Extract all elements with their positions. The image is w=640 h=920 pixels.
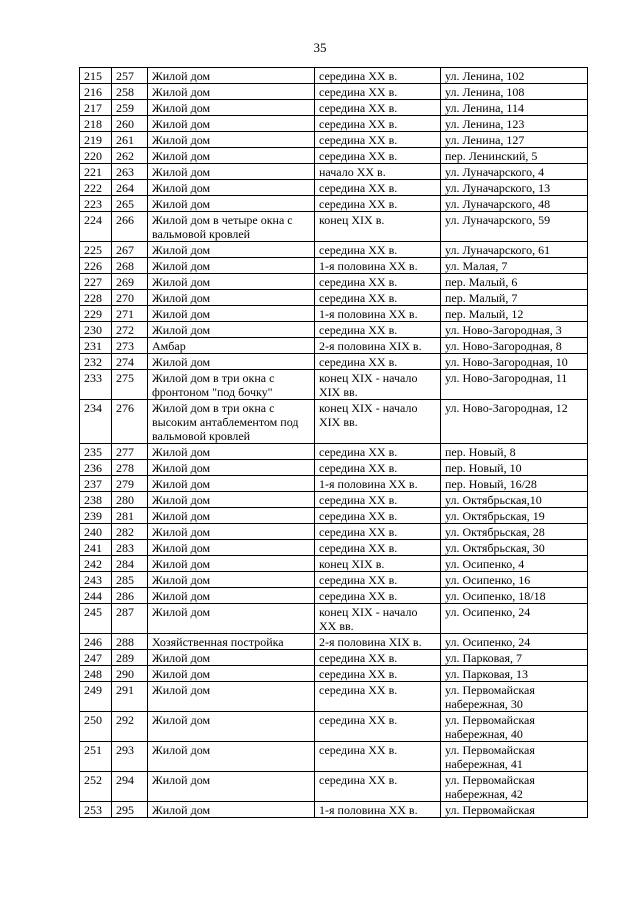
row-number-cell: 252 xyxy=(80,772,112,802)
address-cell: ул. Осипенко, 4 xyxy=(441,556,588,572)
table-row xyxy=(80,712,588,742)
table-row xyxy=(80,492,588,508)
object-name-cell: Жилой дом xyxy=(148,242,315,258)
row-number-cell: 242 xyxy=(80,556,112,572)
address-cell: ул. Октябрьская, 19 xyxy=(441,508,588,524)
page-number: 35 xyxy=(313,40,327,55)
period-cell: середина XX в. xyxy=(315,196,441,212)
table-row xyxy=(80,196,588,212)
period-cell: середина XX в. xyxy=(315,242,441,258)
row-number-cell: 248 xyxy=(80,666,112,682)
object-id-cell: 268 xyxy=(112,258,148,274)
table-row xyxy=(80,354,588,370)
period-cell: 1-я половина XX в. xyxy=(315,258,441,274)
table-row xyxy=(80,370,588,400)
row-number-cell: 233 xyxy=(80,370,112,400)
object-id-cell: 287 xyxy=(112,604,148,634)
object-name-cell: Жилой дом xyxy=(148,354,315,370)
object-name-cell: Жилой дом в три окна с высоким антаблементом под вальмовой кровлей xyxy=(148,400,315,444)
object-name-cell: Жилой дом xyxy=(148,68,315,84)
object-id-cell: 264 xyxy=(112,180,148,196)
row-number-cell: 228 xyxy=(80,290,112,306)
object-name-cell: Жилой дом xyxy=(148,572,315,588)
table-row xyxy=(80,338,588,354)
row-number-cell: 226 xyxy=(80,258,112,274)
object-id-cell: 292 xyxy=(112,712,148,742)
period-cell: середина XX в. xyxy=(315,650,441,666)
row-number-cell: 234 xyxy=(80,400,112,444)
object-name-cell: Жилой дом xyxy=(148,274,315,290)
object-id-cell: 262 xyxy=(112,148,148,164)
object-name-cell: Жилой дом xyxy=(148,556,315,572)
row-number-cell: 230 xyxy=(80,322,112,338)
object-name-cell: Жилой дом xyxy=(148,460,315,476)
object-id-cell: 260 xyxy=(112,116,148,132)
row-number-cell: 249 xyxy=(80,682,112,712)
object-id-cell: 258 xyxy=(112,84,148,100)
period-cell: середина XX в. xyxy=(315,290,441,306)
table-row xyxy=(80,132,588,148)
table-row xyxy=(80,634,588,650)
row-number-cell: 251 xyxy=(80,742,112,772)
object-name-cell: Жилой дом xyxy=(148,180,315,196)
address-cell: ул. Октябрьская, 28 xyxy=(441,524,588,540)
period-cell: середина XX в. xyxy=(315,540,441,556)
object-name-cell: Жилой дом xyxy=(148,604,315,634)
row-number-cell: 247 xyxy=(80,650,112,666)
object-name-cell: Хозяйственная постройка xyxy=(148,634,315,650)
object-id-cell: 266 xyxy=(112,212,148,242)
period-cell: середина XX в. xyxy=(315,84,441,100)
table-row xyxy=(80,180,588,196)
address-cell: ул. Ново-Загородная, 8 xyxy=(441,338,588,354)
object-name-cell: Жилой дом xyxy=(148,588,315,604)
row-number-cell: 239 xyxy=(80,508,112,524)
address-cell: ул. Первомайская набережная, 41 xyxy=(441,742,588,772)
table-row xyxy=(80,116,588,132)
period-cell: середина XX в. xyxy=(315,712,441,742)
table-row xyxy=(80,742,588,772)
row-number-cell: 223 xyxy=(80,196,112,212)
address-cell: ул. Октябрьская, 30 xyxy=(441,540,588,556)
object-id-cell: 271 xyxy=(112,306,148,322)
period-cell: начало XX в. xyxy=(315,164,441,180)
address-cell: пер. Новый, 16/28 xyxy=(441,476,588,492)
object-name-cell: Жилой дом xyxy=(148,650,315,666)
object-id-cell: 285 xyxy=(112,572,148,588)
row-number-cell: 250 xyxy=(80,712,112,742)
object-name-cell: Жилой дом xyxy=(148,306,315,322)
row-number-cell: 225 xyxy=(80,242,112,258)
period-cell: середина XX в. xyxy=(315,444,441,460)
object-name-cell: Жилой дом xyxy=(148,290,315,306)
period-cell: 1-я половина XX в. xyxy=(315,306,441,322)
address-cell: ул. Луначарского, 48 xyxy=(441,196,588,212)
object-name-cell: Жилой дом xyxy=(148,802,315,818)
table-row xyxy=(80,572,588,588)
address-cell: ул. Первомайская набережная, 40 xyxy=(441,712,588,742)
table-row xyxy=(80,148,588,164)
period-cell: середина XX в. xyxy=(315,772,441,802)
row-number-cell: 243 xyxy=(80,572,112,588)
period-cell: середина XX в. xyxy=(315,508,441,524)
row-number-cell: 215 xyxy=(80,68,112,84)
object-name-cell: Жилой дом xyxy=(148,712,315,742)
object-name-cell: Жилой дом xyxy=(148,148,315,164)
row-number-cell: 227 xyxy=(80,274,112,290)
table-row xyxy=(80,322,588,338)
heritage-registry-table xyxy=(79,67,588,818)
object-id-cell: 270 xyxy=(112,290,148,306)
table-row xyxy=(80,212,588,242)
object-id-cell: 286 xyxy=(112,588,148,604)
address-cell: ул. Ново-Загородная, 12 xyxy=(441,400,588,444)
object-name-cell: Жилой дом в три окна с фронтоном "под бочку" xyxy=(148,370,315,400)
object-name-cell: Жилой дом xyxy=(148,444,315,460)
table-row xyxy=(80,306,588,322)
table-row xyxy=(80,460,588,476)
row-number-cell: 224 xyxy=(80,212,112,242)
address-cell: ул. Луначарского, 61 xyxy=(441,242,588,258)
address-cell: пер. Малый, 7 xyxy=(441,290,588,306)
row-number-cell: 231 xyxy=(80,338,112,354)
period-cell: 2-я половина XIX в. xyxy=(315,338,441,354)
period-cell: 1-я половина XX в. xyxy=(315,802,441,818)
object-name-cell: Амбар xyxy=(148,338,315,354)
address-cell: ул. Ново-Загородная, 3 xyxy=(441,322,588,338)
object-name-cell: Жилой дом xyxy=(148,524,315,540)
table-row xyxy=(80,290,588,306)
table-row xyxy=(80,258,588,274)
address-cell: ул. Парковая, 7 xyxy=(441,650,588,666)
row-number-cell: 218 xyxy=(80,116,112,132)
address-cell: ул. Первомайская набережная, 42 xyxy=(441,772,588,802)
table-row xyxy=(80,400,588,444)
object-id-cell: 289 xyxy=(112,650,148,666)
object-name-cell: Жилой дом xyxy=(148,164,315,180)
period-cell: конец XIX - начало XIX вв. xyxy=(315,400,441,444)
period-cell: середина XX в. xyxy=(315,116,441,132)
object-id-cell: 278 xyxy=(112,460,148,476)
table-body xyxy=(80,68,588,818)
address-cell: ул. Ленина, 114 xyxy=(441,100,588,116)
period-cell: середина XX в. xyxy=(315,742,441,772)
object-name-cell: Жилой дом в четыре окна с вальмовой кровлей xyxy=(148,212,315,242)
row-number-cell: 237 xyxy=(80,476,112,492)
address-cell: ул. Парковая, 13 xyxy=(441,666,588,682)
period-cell: середина XX в. xyxy=(315,274,441,290)
object-id-cell: 279 xyxy=(112,476,148,492)
period-cell: середина XX в. xyxy=(315,100,441,116)
address-cell: пер. Малый, 6 xyxy=(441,274,588,290)
object-id-cell: 294 xyxy=(112,772,148,802)
period-cell: конец XIX - начало XIX вв. xyxy=(315,370,441,400)
address-cell: ул. Октябрьская,10 xyxy=(441,492,588,508)
object-name-cell: Жилой дом xyxy=(148,84,315,100)
object-id-cell: 259 xyxy=(112,100,148,116)
table-row xyxy=(80,772,588,802)
object-name-cell: Жилой дом xyxy=(148,196,315,212)
period-cell: конец XIX в. xyxy=(315,556,441,572)
object-id-cell: 288 xyxy=(112,634,148,650)
address-cell: пер. Новый, 8 xyxy=(441,444,588,460)
period-cell: середина XX в. xyxy=(315,354,441,370)
object-id-cell: 261 xyxy=(112,132,148,148)
period-cell: середина XX в. xyxy=(315,682,441,712)
row-number-cell: 219 xyxy=(80,132,112,148)
address-cell: пер. Новый, 10 xyxy=(441,460,588,476)
table-row xyxy=(80,650,588,666)
table-row xyxy=(80,588,588,604)
object-id-cell: 272 xyxy=(112,322,148,338)
address-cell: ул. Ленина, 123 xyxy=(441,116,588,132)
address-cell: ул. Ленина, 127 xyxy=(441,132,588,148)
table-row xyxy=(80,540,588,556)
row-number-cell: 253 xyxy=(80,802,112,818)
row-number-cell: 232 xyxy=(80,354,112,370)
object-id-cell: 295 xyxy=(112,802,148,818)
period-cell: середина XX в. xyxy=(315,492,441,508)
object-name-cell: Жилой дом xyxy=(148,100,315,116)
object-id-cell: 273 xyxy=(112,338,148,354)
object-name-cell: Жилой дом xyxy=(148,742,315,772)
row-number-cell: 220 xyxy=(80,148,112,164)
address-cell: ул. Осипенко, 24 xyxy=(441,604,588,634)
row-number-cell: 241 xyxy=(80,540,112,556)
period-cell: середина XX в. xyxy=(315,666,441,682)
table-row xyxy=(80,666,588,682)
object-name-cell: Жилой дом xyxy=(148,322,315,338)
address-cell: ул. Малая, 7 xyxy=(441,258,588,274)
table-row xyxy=(80,524,588,540)
address-cell: ул. Ново-Загородная, 11 xyxy=(441,370,588,400)
period-cell: середина XX в. xyxy=(315,460,441,476)
table-row xyxy=(80,604,588,634)
object-id-cell: 293 xyxy=(112,742,148,772)
row-number-cell: 221 xyxy=(80,164,112,180)
object-name-cell: Жилой дом xyxy=(148,682,315,712)
address-cell: ул. Ленина, 102 xyxy=(441,68,588,84)
object-id-cell: 291 xyxy=(112,682,148,712)
address-cell: ул. Луначарского, 59 xyxy=(441,212,588,242)
table-row xyxy=(80,508,588,524)
period-cell: середина XX в. xyxy=(315,572,441,588)
row-number-cell: 245 xyxy=(80,604,112,634)
object-id-cell: 265 xyxy=(112,196,148,212)
row-number-cell: 246 xyxy=(80,634,112,650)
object-name-cell: Жилой дом xyxy=(148,132,315,148)
address-cell: пер. Малый, 12 xyxy=(441,306,588,322)
object-id-cell: 282 xyxy=(112,524,148,540)
table-row xyxy=(80,274,588,290)
period-cell: середина XX в. xyxy=(315,524,441,540)
object-id-cell: 263 xyxy=(112,164,148,180)
object-name-cell: Жилой дом xyxy=(148,476,315,492)
period-cell: конец XIX в. xyxy=(315,212,441,242)
table-row xyxy=(80,84,588,100)
period-cell: 2-я половина XIX в. xyxy=(315,634,441,650)
table-row xyxy=(80,682,588,712)
period-cell: конец XIX - начало XX вв. xyxy=(315,604,441,634)
object-id-cell: 290 xyxy=(112,666,148,682)
row-number-cell: 240 xyxy=(80,524,112,540)
row-number-cell: 238 xyxy=(80,492,112,508)
row-number-cell: 217 xyxy=(80,100,112,116)
address-cell: ул. Осипенко, 16 xyxy=(441,572,588,588)
table-row xyxy=(80,100,588,116)
table-row xyxy=(80,68,588,84)
period-cell: середина XX в. xyxy=(315,68,441,84)
object-id-cell: 269 xyxy=(112,274,148,290)
period-cell: середина XX в. xyxy=(315,322,441,338)
object-id-cell: 276 xyxy=(112,400,148,444)
address-cell: ул. Луначарского, 13 xyxy=(441,180,588,196)
table-row xyxy=(80,802,588,818)
object-name-cell: Жилой дом xyxy=(148,666,315,682)
address-cell: ул. Ленина, 108 xyxy=(441,84,588,100)
address-cell: ул. Осипенко, 24 xyxy=(441,634,588,650)
object-id-cell: 257 xyxy=(112,68,148,84)
address-cell: ул. Луначарского, 4 xyxy=(441,164,588,180)
table-row xyxy=(80,164,588,180)
period-cell: середина XX в. xyxy=(315,132,441,148)
table-row xyxy=(80,556,588,572)
object-name-cell: Жилой дом xyxy=(148,508,315,524)
table-row xyxy=(80,242,588,258)
object-name-cell: Жилой дом xyxy=(148,258,315,274)
object-id-cell: 267 xyxy=(112,242,148,258)
row-number-cell: 229 xyxy=(80,306,112,322)
address-cell: ул. Первомайская набережная, 30 xyxy=(441,682,588,712)
object-id-cell: 284 xyxy=(112,556,148,572)
address-cell: ул. Первомайская xyxy=(441,802,588,818)
object-id-cell: 283 xyxy=(112,540,148,556)
row-number-cell: 222 xyxy=(80,180,112,196)
period-cell: середина XX в. xyxy=(315,148,441,164)
object-id-cell: 277 xyxy=(112,444,148,460)
table-row xyxy=(80,444,588,460)
row-number-cell: 244 xyxy=(80,588,112,604)
period-cell: 1-я половина XX в. xyxy=(315,476,441,492)
period-cell: середина XX в. xyxy=(315,588,441,604)
object-name-cell: Жилой дом xyxy=(148,540,315,556)
address-cell: пер. Ленинский, 5 xyxy=(441,148,588,164)
object-name-cell: Жилой дом xyxy=(148,492,315,508)
object-id-cell: 275 xyxy=(112,370,148,400)
object-id-cell: 280 xyxy=(112,492,148,508)
object-name-cell: Жилой дом xyxy=(148,116,315,132)
row-number-cell: 216 xyxy=(80,84,112,100)
object-id-cell: 274 xyxy=(112,354,148,370)
address-cell: ул. Осипенко, 18/18 xyxy=(441,588,588,604)
table-row xyxy=(80,476,588,492)
object-name-cell: Жилой дом xyxy=(148,772,315,802)
period-cell: середина XX в. xyxy=(315,180,441,196)
address-cell: ул. Ново-Загородная, 10 xyxy=(441,354,588,370)
row-number-cell: 235 xyxy=(80,444,112,460)
object-id-cell: 281 xyxy=(112,508,148,524)
row-number-cell: 236 xyxy=(80,460,112,476)
